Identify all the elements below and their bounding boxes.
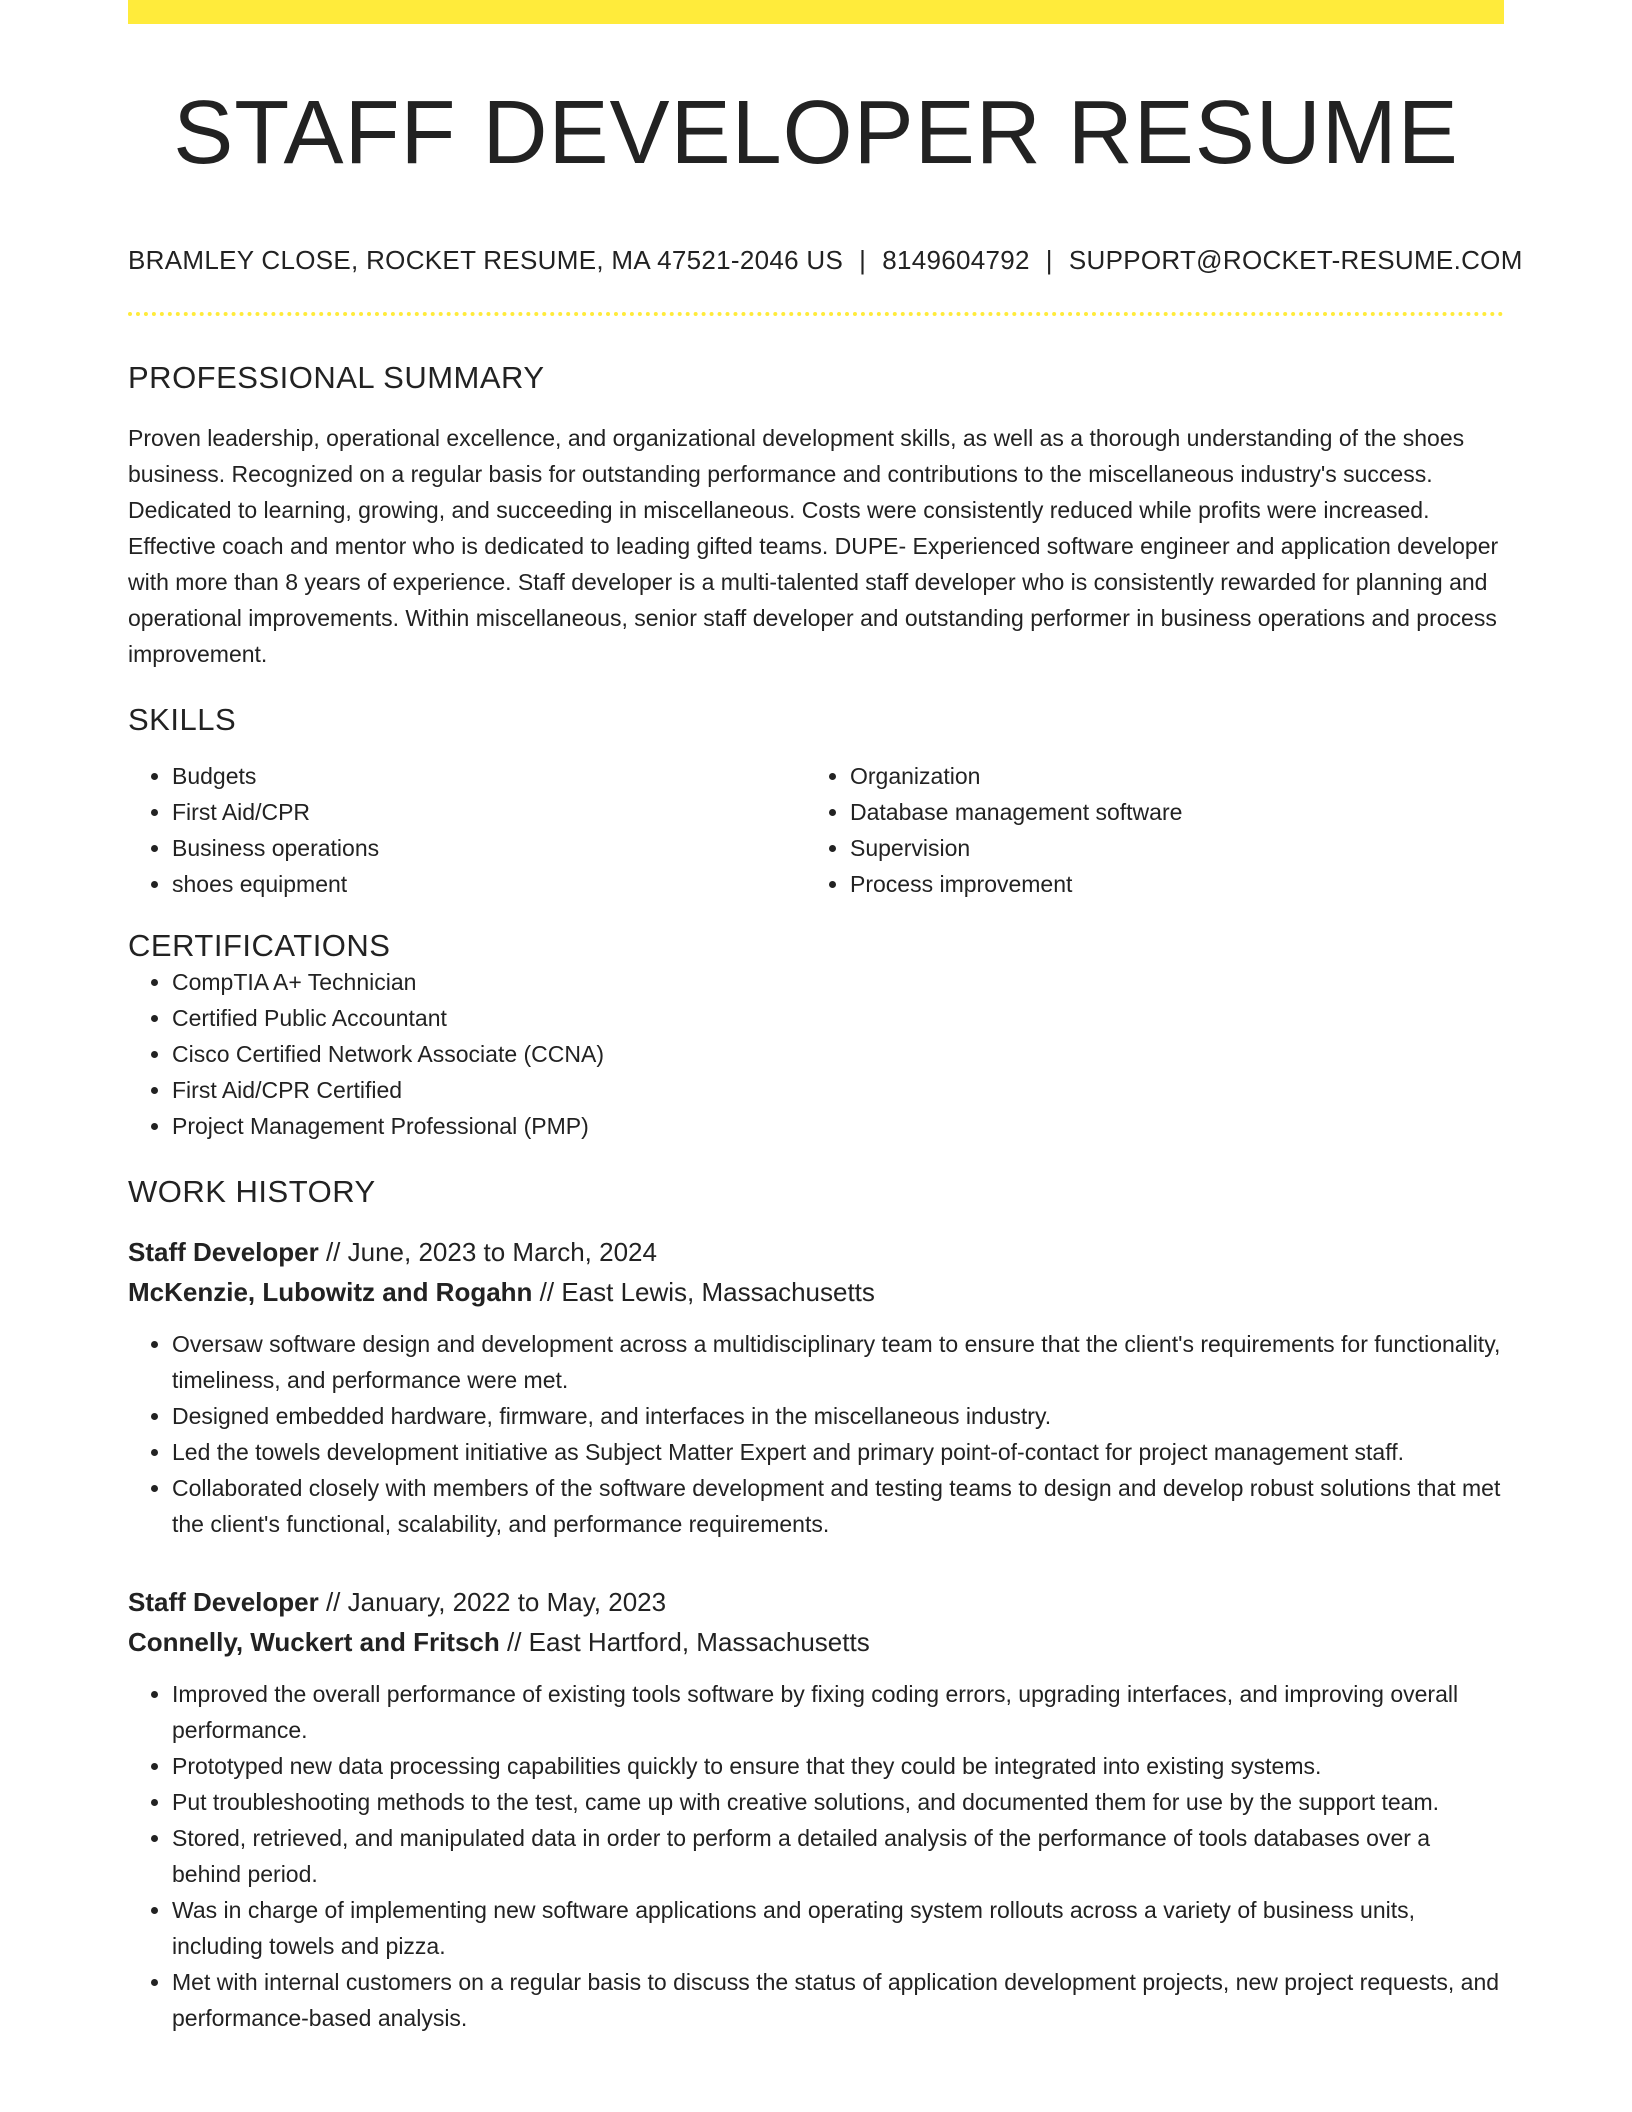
contact-address: BRAMLEY CLOSE, ROCKET RESUME, MA 47521-2046 US	[128, 245, 844, 275]
contact-separator: |	[1045, 245, 1053, 275]
skills-column-left	[128, 758, 806, 902]
certifications-heading: CERTIFICATIONS	[128, 928, 391, 963]
certification-item: • CompTIA A+ Technician	[172, 964, 1504, 1000]
skill-item: • Supervision	[850, 830, 1484, 866]
accent-top-bar	[128, 0, 1504, 24]
work-history-heading: WORK HISTORY	[128, 1174, 376, 1209]
job-role: Staff Developer	[128, 1587, 319, 1617]
summary-text: Proven leadership, operational excellence, and organizational development skills, as well as a thorough understanding of the shoes business. Recognized on a regular basis for outstanding performance and contributions to the miscellaneous industry's success. Dedicated to learning, growing, and succeeding in miscellaneous. Costs were consistently reduced while profits were increased. Effective coach and mentor who is dedicated to leading gifted teams. DUPE- Experienced software engineer and application developer with more than 8 years of experience. Staff developer is a multi-talented staff developer who is consistently rewarded for planning and operational improvements. Within miscellaneous, senior staff developer and outstanding performer in business operations and process improvement.	[128, 425, 1499, 667]
contact-separator: |	[859, 245, 867, 275]
job-bullet: • Prototyped new data processing capabilities quickly to ensure that they could be integrated into existing systems.	[172, 1748, 1504, 1784]
job-company: Connelly, Wuckert and Fritsch	[128, 1627, 500, 1657]
skill-item: • Organization	[850, 758, 1484, 794]
job-company-line	[128, 1622, 1504, 1662]
job-bullet: • Collaborated closely with members of the software development and testing teams to design and develop robust solutions that met the client's functional, scalability, and performance requirements.	[172, 1470, 1504, 1542]
job-bullet: • Oversaw software design and development across a multidisciplinary team to ensure that the client's requirements for functionality, timeliness, and performance were met.	[172, 1326, 1504, 1398]
job-location: // East Hartford, Massachusetts	[499, 1627, 870, 1657]
skills-column-right	[806, 758, 1484, 902]
job-bullet: • Led the towels development initiative as Subject Matter Expert and primary point-of-contact for project management staff.	[172, 1434, 1504, 1470]
job-bullet: • Was in charge of implementing new software applications and operating system rollouts across a variety of business units, including towels and pizza.	[172, 1892, 1504, 1964]
job-entry	[128, 1232, 1504, 1542]
job-location: // East Lewis, Massachusetts	[532, 1277, 875, 1307]
skill-item: • Business operations	[172, 830, 806, 866]
resume-title: STAFF DEVELOPER RESUME	[173, 83, 1459, 183]
job-bullet: • Met with internal customers on a regular basis to discuss the status of application development projects, new project requests, and performance-based analysis.	[172, 1964, 1504, 2036]
job-company: McKenzie, Lubowitz and Rogahn	[128, 1277, 533, 1307]
job-entry	[128, 1582, 1504, 2036]
job-role-line	[128, 1582, 1504, 1622]
job-bullets	[128, 1326, 1504, 1542]
contact-phone[interactable]: 8149604792	[882, 245, 1030, 275]
certification-item: • Cisco Certified Network Associate (CCNA)	[172, 1036, 1504, 1072]
skill-item: • Process improvement	[850, 866, 1484, 902]
job-bullet: • Put troubleshooting methods to the test, came up with creative solutions, and documented them for use by the support team.	[172, 1784, 1504, 1820]
job-dates: // January, 2022 to May, 2023	[318, 1587, 667, 1617]
job-bullets	[128, 1676, 1504, 2036]
certifications-list	[128, 964, 1504, 1144]
skills-list	[128, 758, 1504, 902]
job-role: Staff Developer	[128, 1237, 319, 1267]
job-bullet: • Stored, retrieved, and manipulated data in order to perform a detailed analysis of the performance of tools databases over a behind period.	[172, 1820, 1504, 1892]
summary-heading: PROFESSIONAL SUMMARY	[128, 360, 545, 395]
job-company-line	[128, 1272, 1504, 1312]
job-bullet: • Improved the overall performance of existing tools software by fixing coding errors, upgrading interfaces, and improving overall performance.	[172, 1676, 1504, 1748]
job-bullet: • Designed embedded hardware, firmware, and interfaces in the miscellaneous industry.	[172, 1398, 1504, 1434]
resume-page	[128, 0, 1523, 2036]
certification-item: • Project Management Professional (PMP)	[172, 1108, 1504, 1144]
contact-email[interactable]: SUPPORT@ROCKET-RESUME.COM	[1068, 245, 1523, 275]
skill-item: • First Aid/CPR	[172, 794, 806, 830]
dotted-divider	[128, 312, 1504, 316]
certification-item: • Certified Public Accountant	[172, 1000, 1504, 1036]
skills-heading: SKILLS	[128, 702, 237, 737]
skill-item: • shoes equipment	[172, 866, 806, 902]
job-role-line	[128, 1232, 1504, 1272]
skill-item: • Budgets	[172, 758, 806, 794]
skill-item: • Database management software	[850, 794, 1484, 830]
contact-line	[128, 245, 1523, 276]
job-dates: // June, 2023 to March, 2024	[318, 1237, 657, 1267]
certification-item: • First Aid/CPR Certified	[172, 1072, 1504, 1108]
